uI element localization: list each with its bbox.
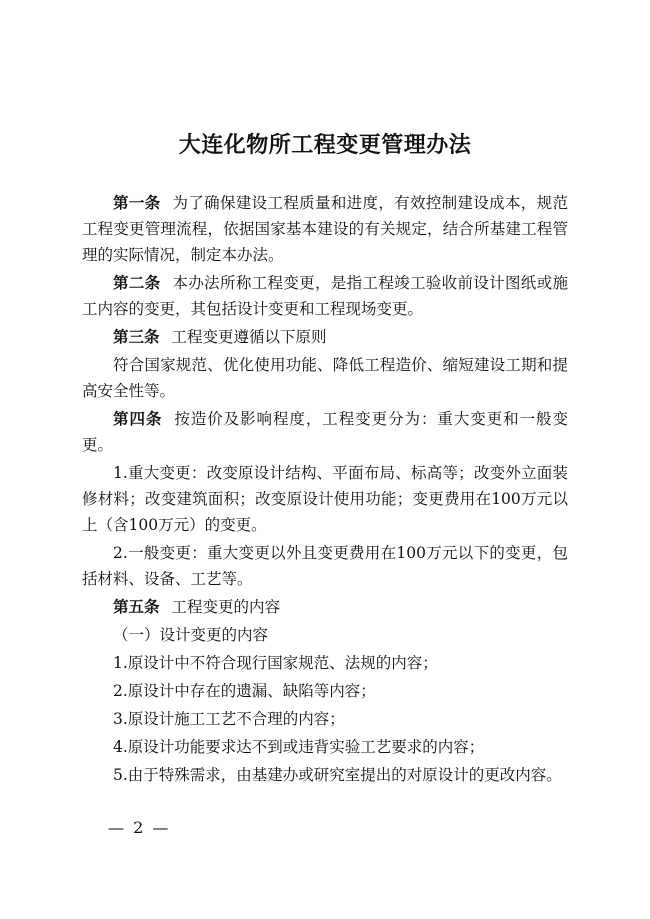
paragraph-article-4 bbox=[82, 406, 568, 458]
paragraph-article-5 bbox=[82, 594, 568, 620]
paragraph-text: 4.原设计功能要求达不到或违背实验工艺要求的内容； bbox=[113, 738, 485, 756]
list-item bbox=[82, 678, 568, 704]
paragraph-text: 为了确保建设工程质量和进度，有效控制建设成本，规范工程变更管理流程，依据国家基本建设的有关规定，结合所基建工程管理的实际情况，制定本办法。 bbox=[82, 194, 568, 264]
list-item bbox=[82, 650, 568, 676]
paragraph-text: 2.一般变更：重大变更以外且变更费用在100万元以下的变更，包括材料、设备、工艺等。 bbox=[82, 544, 568, 588]
paragraph-principles bbox=[82, 352, 568, 404]
paragraph-text: 工程变更遵循以下原则 bbox=[171, 328, 327, 346]
paragraph-text: 符合国家规范、优化使用功能、降低工程造价、缩短建设工期和提高安全性等。 bbox=[82, 356, 568, 400]
paragraph-text: 1.原设计中不符合现行国家规范、法规的内容； bbox=[113, 654, 438, 672]
article-label: 第五条 bbox=[113, 597, 160, 616]
paragraph-text: 1.重大变更：改变原设计结构、平面布局、标高等；改变外立面装修材料；改变建筑面积；改变原设计使用功能；变更费用在100万元以上（含100万元）的变更。 bbox=[82, 464, 568, 534]
list-item bbox=[82, 706, 568, 732]
article-label: 第四条 bbox=[113, 409, 163, 428]
page-number: — 2 — bbox=[108, 818, 171, 837]
list-item bbox=[82, 762, 568, 788]
list-item bbox=[82, 734, 568, 760]
article-label: 第一条 bbox=[113, 193, 161, 212]
paragraph-text: 5.由于特殊需求，由基建办或研究室提出的对原设计的更改内容。 bbox=[113, 766, 562, 784]
document-title: 大连化物所工程变更管理办法 bbox=[178, 132, 472, 158]
paragraph-text: 按造价及影响程度，工程变更分为：重大变更和一般变更。 bbox=[82, 410, 568, 454]
paragraph-general-change bbox=[82, 540, 568, 592]
article-label: 第三条 bbox=[113, 327, 160, 346]
paragraph-major-change bbox=[82, 460, 568, 538]
paragraph-article-3 bbox=[82, 324, 568, 350]
paragraph-text: 工程变更的内容 bbox=[171, 598, 281, 616]
paragraph-text: 2.原设计中存在的遗漏、缺陷等内容； bbox=[113, 682, 376, 700]
paragraph-article-2 bbox=[82, 270, 568, 322]
paragraph-article-1 bbox=[82, 190, 568, 268]
article-label: 第二条 bbox=[113, 273, 161, 292]
paragraph-text: 3.原设计施工工艺不合理的内容； bbox=[113, 710, 345, 728]
paragraph-design-change-heading bbox=[82, 622, 568, 648]
paragraph-text: （一）设计变更的内容 bbox=[113, 626, 269, 644]
document-body bbox=[82, 190, 568, 788]
paragraph-text: 本办法所称工程变更，是指工程竣工验收前设计图纸或施工内容的变更，其包括设计变更和工程现场变更。 bbox=[82, 274, 568, 318]
